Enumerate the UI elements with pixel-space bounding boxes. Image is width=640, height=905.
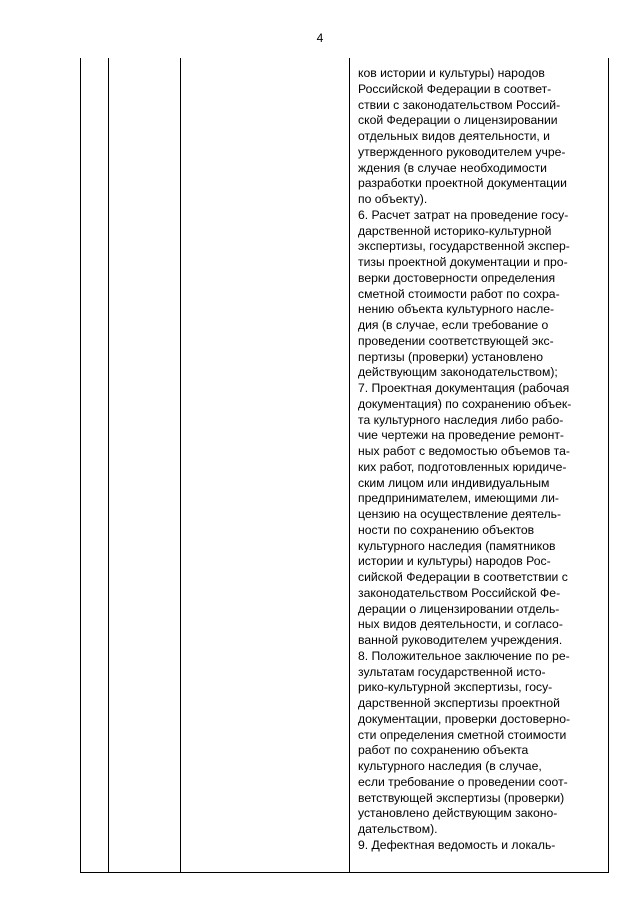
text-line: дарственной экспертизы проектной xyxy=(358,696,560,710)
text-line: рико-культурной экспертизы, госу- xyxy=(358,680,553,695)
text-line: по объекту). xyxy=(358,192,428,206)
text-line: ков истории и культуры) народов xyxy=(358,66,545,80)
text-line: Российской Федерации в соответ- xyxy=(358,81,552,96)
text-line: верки достоверности определения xyxy=(358,270,556,285)
text-line: отдельных видов деятельности, и xyxy=(358,129,550,143)
text-line: 7. Проектная документация (рабочая xyxy=(358,381,570,395)
text-line: тизы проектной документации и про- xyxy=(358,255,568,269)
text-line: чие чертежи на проведение ремонт- xyxy=(358,428,564,443)
page-number: 4 xyxy=(316,31,324,45)
text-line: ждения (в случае необходимости xyxy=(358,160,547,175)
text-line: проведении соответствующей экс- xyxy=(358,333,554,348)
text-line: ких работ, подготовленных юридиче- xyxy=(358,459,567,474)
text-line: зультатам государственной исто- xyxy=(358,664,546,679)
text-line: ных видов деятельности, и согласо- xyxy=(358,617,563,632)
document-table xyxy=(80,58,609,873)
text-line: утвержденного руководителем учре- xyxy=(358,144,566,159)
text-line: пертизы (проверки) установлено xyxy=(358,349,544,364)
text-line: 8. Положительное заключение по ре- xyxy=(358,648,570,663)
text-line: нению объекта культурного насле- xyxy=(358,302,555,317)
text-line: ных работ с ведомостью объемов та- xyxy=(358,444,570,458)
text-line: сметной стоимости работ по сохра- xyxy=(358,286,560,301)
text-line: дерации о лицензировании отдель- xyxy=(358,601,560,616)
text-line: ванной руководителем учреждения. xyxy=(358,633,563,647)
text-line: документации, проверки достоверно- xyxy=(358,711,571,726)
column-divider-2 xyxy=(180,58,181,872)
text-line: культурного наследия (памятников xyxy=(358,538,556,553)
text-line: дательством). xyxy=(358,822,438,836)
text-line: сийской Федерации в соответствии с xyxy=(358,570,568,584)
text-line: дарственной историко-культурной xyxy=(358,223,552,238)
table-border-left xyxy=(80,58,81,872)
column-divider-3 xyxy=(349,58,350,872)
text-line: разработки проектной документации xyxy=(358,176,567,191)
column-divider-1 xyxy=(108,58,109,872)
text-line: законодательством Российской Фе- xyxy=(358,585,561,600)
text-line: дия (в случае, если требование о xyxy=(358,318,549,332)
text-line: ским лицом или индивидуальным xyxy=(358,475,550,490)
text-line: та культурного наследия либо рабо- xyxy=(358,412,564,427)
text-line: ской Федерации о лицензировании xyxy=(358,113,558,128)
text-line: 6. Расчет затрат на проведение госу- xyxy=(358,207,569,222)
text-line: установлено действующим законо- xyxy=(358,806,558,821)
text-line: цензию на осуществление деятель- xyxy=(358,507,562,521)
text-line: истории и культуры) народов Рос- xyxy=(358,554,551,569)
text-line: действующим законодательством); xyxy=(358,365,558,380)
text-line: ветствующей экспертизы (проверки) xyxy=(358,790,565,805)
text-line: ствии с законодательством Россий- xyxy=(358,97,561,112)
text-line: культурного наследия (в случае, xyxy=(358,759,542,773)
text-line: экспертизы, государственной экспер- xyxy=(358,239,570,254)
text-line: 9. Дефектная ведомость и локаль- xyxy=(358,837,556,852)
text-line: работ по сохранению объекта xyxy=(358,743,529,758)
text-line: документация) по сохранению объек- xyxy=(358,396,572,411)
text-line: если требование о проведении соот- xyxy=(358,774,568,789)
text-line: ности по сохранению объектов xyxy=(358,522,535,537)
document-list-text-cell xyxy=(358,66,606,854)
text-line: предпринимателем, имеющими ли- xyxy=(358,491,559,506)
text-line: сти определения сметной стоимости xyxy=(358,727,567,742)
